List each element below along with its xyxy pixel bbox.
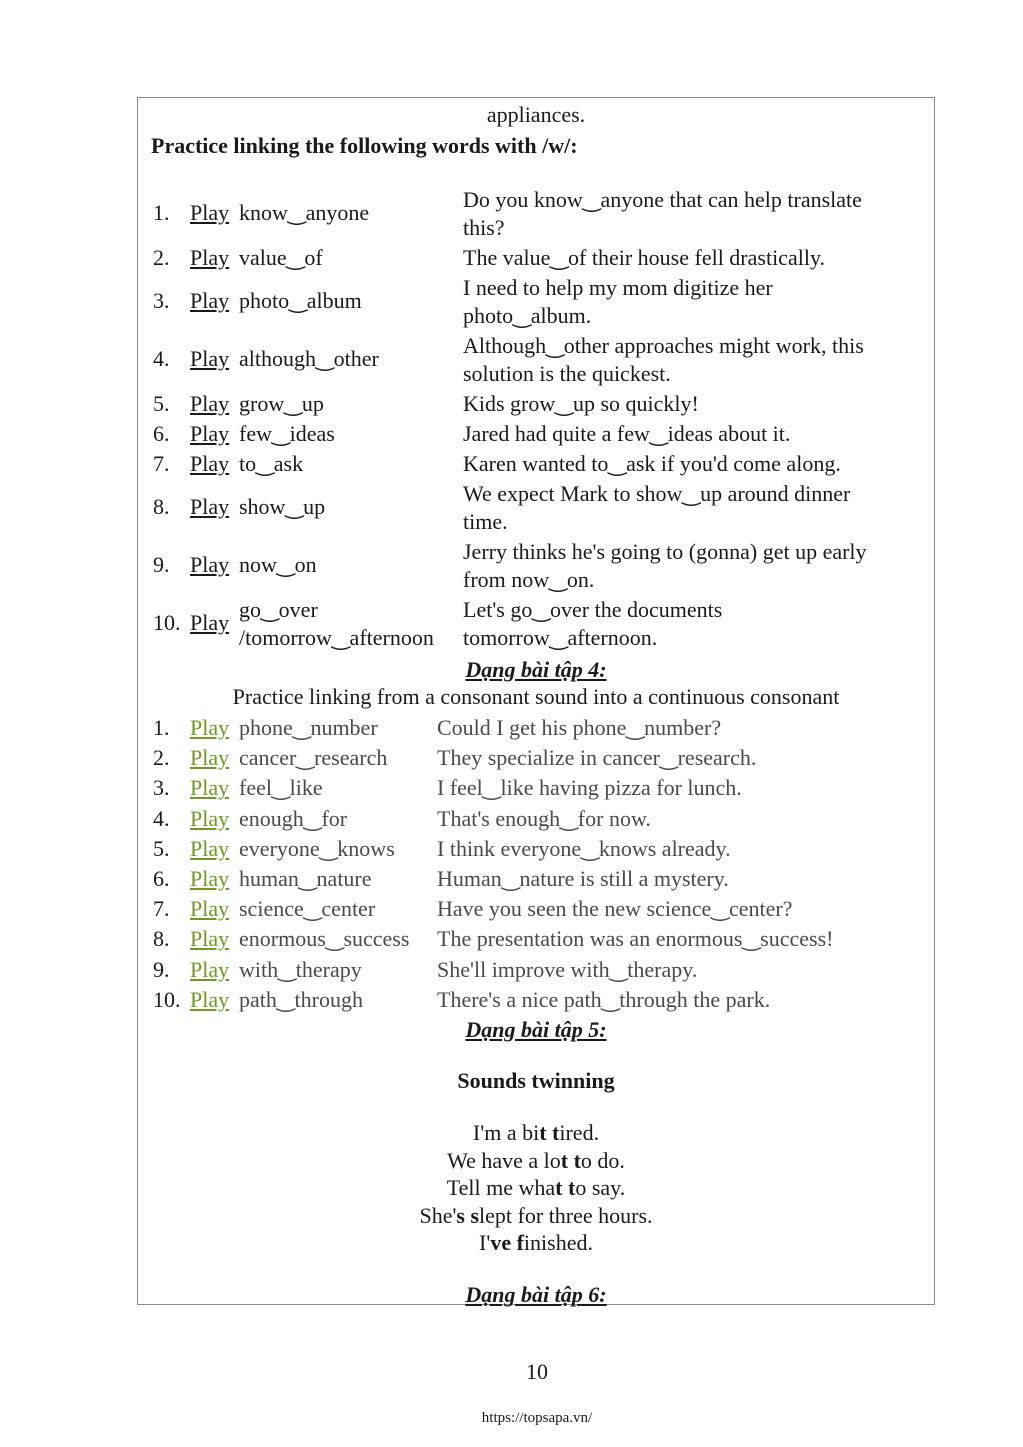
example-sentence: They specialize in cancer‿research. (437, 745, 757, 771)
twinned-sound: s s (456, 1202, 480, 1228)
linked-words: path‿through (239, 986, 363, 1012)
linked-words: now‿on (239, 552, 317, 577)
list-item-number: 4. (153, 346, 170, 371)
example-sentence: I need to help my mom digitize her (463, 275, 773, 300)
example-sentence: There's a nice path‿through the park. (437, 986, 771, 1012)
play-link[interactable]: Play (190, 346, 230, 371)
example-sentence: Although‿other approaches might work, this (463, 333, 864, 358)
linked-words: show‿up (239, 494, 326, 519)
linked-words: grow‿up (239, 391, 324, 416)
linked-words: feel‿like (239, 775, 323, 801)
section5-title: Sounds twinning (457, 1068, 615, 1093)
list-item-number: 7. (153, 451, 170, 476)
list-item-number: 10. (153, 610, 181, 635)
list-item-number: 2. (153, 245, 170, 270)
twinning-sentence (137, 1202, 935, 1229)
list-item-number: 8. (153, 926, 170, 952)
linked-words: enough‿for (239, 805, 348, 831)
sentence-fragment: ired. (559, 1120, 600, 1145)
sentence-fragment: o say. (575, 1175, 626, 1201)
play-link[interactable]: Play (190, 745, 230, 771)
play-link[interactable]: Play (190, 896, 230, 922)
play-link[interactable]: Play (190, 451, 230, 476)
example-sentence: Let's go‿over the documents (463, 597, 723, 622)
play-link[interactable]: Play (190, 391, 230, 416)
page-number: 10 (526, 1359, 548, 1384)
sentence-fragment: lept for three hours. (479, 1202, 653, 1228)
play-link[interactable]: Play (190, 926, 230, 952)
sentence-fragment: Tell me wha (446, 1175, 556, 1201)
list-item-number: 9. (153, 552, 170, 577)
list-item-number: 6. (153, 866, 170, 891)
section4-heading: Dạng bài tập 4: (465, 657, 607, 682)
play-link[interactable]: Play (190, 715, 230, 740)
play-link[interactable]: Play (190, 200, 230, 225)
play-link[interactable]: Play (190, 552, 230, 577)
linked-words: phone‿number (239, 715, 378, 740)
linked-words: cancer‿research (239, 745, 388, 771)
example-sentence: from now‿on. (463, 567, 595, 592)
top-fragment: appliances. (486, 102, 586, 127)
example-sentence: Could I get his phone‿number? (437, 715, 722, 740)
list-item-number: 4. (153, 805, 170, 831)
twinning-sentence (137, 1147, 935, 1174)
section4-subtitle: Practice linking from a consonant sound into a continuous consonant (232, 684, 840, 709)
play-link[interactable]: Play (190, 956, 230, 982)
play-link[interactable]: Play (190, 866, 230, 891)
example-sentence: The value‿of their house fell drastically. (463, 245, 826, 270)
example-sentence: Human‿nature is still a mystery. (437, 866, 729, 891)
list-item-number: 1. (153, 715, 170, 740)
list-item-number: 3. (153, 775, 170, 801)
twinned-sound: t t (539, 1120, 560, 1145)
footer-url[interactable]: https://topsapa.vn/ (481, 1410, 593, 1426)
play-link[interactable]: Play (190, 610, 230, 635)
twinning-sentence (137, 1229, 935, 1256)
twinning-sentence (137, 1119, 935, 1146)
example-sentence: Kids grow‿up so quickly! (463, 391, 699, 416)
example-sentence: Karen wanted to‿ask if you'd come along. (463, 451, 841, 476)
play-link[interactable]: Play (190, 494, 230, 519)
list-item-number: 5. (153, 835, 170, 861)
linked-words: value‿of (239, 245, 323, 270)
example-sentence: solution is the quickest. (463, 361, 671, 386)
play-link[interactable]: Play (190, 245, 230, 270)
linked-words: everyone‿knows (239, 835, 395, 861)
twinned-sound: ve f (490, 1230, 524, 1256)
example-sentence: The presentation was an enormous‿success! (437, 926, 834, 952)
play-link[interactable]: Play (190, 288, 230, 313)
example-sentence: this? (463, 215, 505, 240)
linked-words: go‿over (239, 597, 318, 622)
linked-words: science‿center (239, 896, 376, 922)
sentence-fragment: o do. (580, 1147, 625, 1173)
list-item-number: 6. (153, 421, 170, 446)
linked-words: /tomorrow‿afternoon (239, 625, 434, 650)
example-sentence: Jerry thinks he's going to (gonna) get up early (463, 539, 867, 564)
sentence-fragment: I'm a bi (472, 1120, 540, 1145)
twinned-sound: t t (555, 1175, 576, 1201)
section5-heading: Dạng bài tập 5: (465, 1017, 607, 1042)
example-sentence: Have you seen the new science‿center? (437, 896, 793, 922)
list-item-number: 2. (153, 745, 170, 771)
linked-words: enormous‿success (239, 926, 410, 952)
linked-words: human‿nature (239, 866, 372, 891)
play-link[interactable]: Play (190, 805, 230, 831)
list-item-number: 3. (153, 288, 170, 313)
list-item-number: 8. (153, 494, 170, 519)
play-link[interactable]: Play (190, 775, 230, 801)
linked-words: know‿anyone (239, 200, 370, 225)
list-item-number: 9. (153, 956, 170, 982)
example-sentence: That's enough‿for now. (437, 805, 651, 831)
list-item-number: 10. (153, 986, 181, 1012)
linked-words: few‿ideas (239, 421, 335, 446)
sentence-fragment: inished. (523, 1230, 593, 1256)
linked-words: although‿other (239, 346, 379, 371)
list-item-number: 5. (153, 391, 170, 416)
twinned-sound: t t (560, 1147, 581, 1173)
sentence-fragment: She' (419, 1202, 457, 1228)
list-item-number: 1. (153, 200, 170, 225)
example-sentence: Do you know‿anyone that can help translate (463, 187, 862, 212)
play-link[interactable]: Play (190, 835, 230, 861)
example-sentence: She'll improve with‿therapy. (437, 956, 698, 982)
section6-heading: Dạng bài tập 6: (465, 1282, 607, 1307)
linked-words: photo‿album (239, 288, 362, 313)
twinning-sentence (137, 1174, 935, 1201)
example-sentence: time. (463, 509, 508, 534)
linked-words: with‿therapy (239, 956, 362, 982)
sentence-fragment: I' (479, 1230, 491, 1256)
example-sentence: Jared had quite a few‿ideas about it. (463, 421, 791, 446)
example-sentence: photo‿album. (463, 303, 592, 328)
play-link[interactable]: Play (190, 986, 230, 1012)
list-item-number: 7. (153, 896, 170, 922)
play-link[interactable]: Play (190, 421, 230, 446)
example-sentence: I feel‿like having pizza for lunch. (437, 775, 742, 801)
linked-words: to‿ask (239, 451, 304, 476)
example-sentence: I think everyone‿knows already. (437, 835, 731, 861)
example-sentence: tomorrow‿afternoon. (463, 625, 658, 650)
sentence-fragment: We have a lo (447, 1147, 561, 1173)
section-w-title: Practice linking the following words with /w/: (151, 133, 578, 158)
example-sentence: We expect Mark to show‿up around dinner (463, 481, 851, 506)
